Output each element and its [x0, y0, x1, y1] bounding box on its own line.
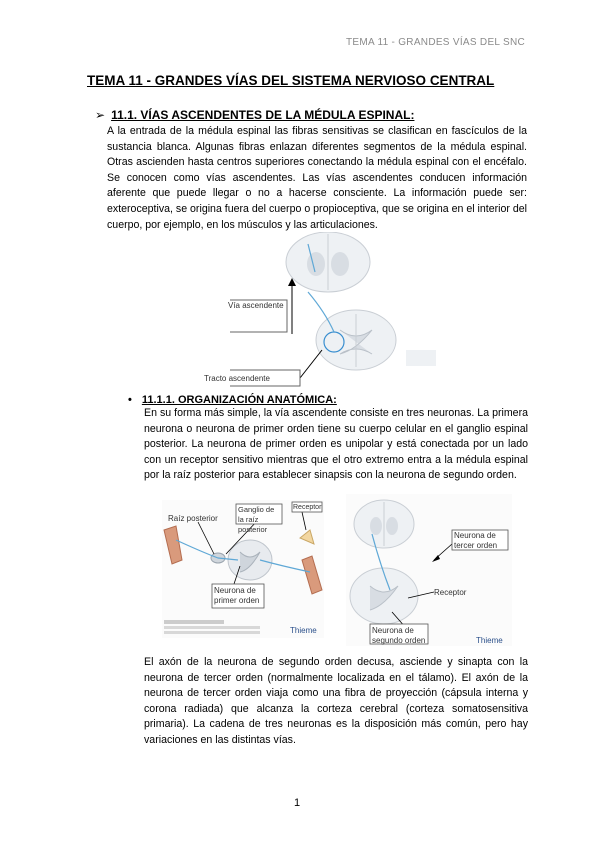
figure-ascending-pathway — [230, 232, 440, 390]
bullet-icon: • — [128, 394, 132, 406]
subsection-heading — [128, 394, 337, 406]
section-paragraph: A la entrada de la médula espinal las fibras sensitivas se clasifican en fascículos de la sustancia blanca. Algunas fibras enlazan diferentes segmentos de la médula espinal. Otras ascienden hasta centros superiores conectando la médula espinal con el encéfalo. Se conocen como vías ascendentes. Las vías ascendentes conducen información aferente que puede llegar o no a hacerse consciente. La información puede ser: exteroceptiva, se origina fuera del cuerpo o propioceptiva, que se origina en el interior del cuerpo, por ejemplo, en los músculos y las articulaciones. — [107, 125, 527, 231]
brand-thieme-1: Thieme — [290, 626, 317, 635]
brain-section-drawing — [286, 232, 370, 292]
subsection-paragraph-2: El axón de la neurona de segundo orden decusa, asciende y sinapta con la neurona de tercer orden (normalmente localizada en el tálamo). El axón de la neurona de tercer orden viaja como una fibra de proyección (cápsula interna y corona radiada) que alcanza la corteza cerebral (corteza somatosensitiva primaria). La cadena de tres neuronas es la disposición más común, pero hay variaciones en las distintas vías. — [144, 656, 528, 746]
label-via-ascendente: Vía ascendente — [228, 301, 284, 310]
page-title: TEMA 11 - GRANDES VÍAS DEL SISTEMA NERVIOSO CENTRAL — [87, 73, 495, 88]
label-neurona-primer-orden: Neurona de primer orden — [214, 586, 260, 605]
label-neurona-tercer-orden: Neurona de tercer orden — [454, 531, 498, 550]
spinal-cord-drawing — [308, 292, 436, 370]
label-receptor-2: Receptor — [434, 588, 467, 597]
label-tracto-ascendente: Tracto ascendente — [204, 374, 270, 383]
subsection-paragraph-1: En su forma más simple, la vía ascendente consiste en tres neuronas. La primera neurona o neurona de primer orden tiene su cuerpo celular en el ganglio espinal posterior. La neurona de primer orden es unipolar y está conectada por un lado con un receptor sensitivo mientras que el otro extremo entra a la médula espinal por la raíz posterior para establecer sinapsis con la neurona de segundo orden. — [144, 407, 528, 482]
subsection-heading-text: 11.1.1. ORGANIZACIÓN ANATÓMICA: — [141, 394, 337, 406]
brand-thieme-2: Thieme — [476, 636, 503, 645]
section-heading — [95, 108, 414, 122]
figure-second-third-order — [346, 494, 512, 646]
label-ganglio-raiz-posterior: Ganglio de la raíz posterior — [238, 505, 275, 534]
page-number: 1 — [294, 797, 301, 809]
running-header: TEMA 11 - GRANDES VÍAS DEL SNC — [345, 37, 525, 48]
arrow-bullet-icon: ➢ — [95, 108, 106, 122]
section-heading-text: 11.1. VÍAS ASCENDENTES DE LA MÉDULA ESPINAL: — [111, 108, 415, 122]
label-receptor-1: Receptor — [293, 504, 322, 511]
label-neurona-segundo-orden: Neurona de segundo orden — [372, 626, 426, 645]
label-raiz-posterior: Raíz posterior — [168, 514, 218, 523]
